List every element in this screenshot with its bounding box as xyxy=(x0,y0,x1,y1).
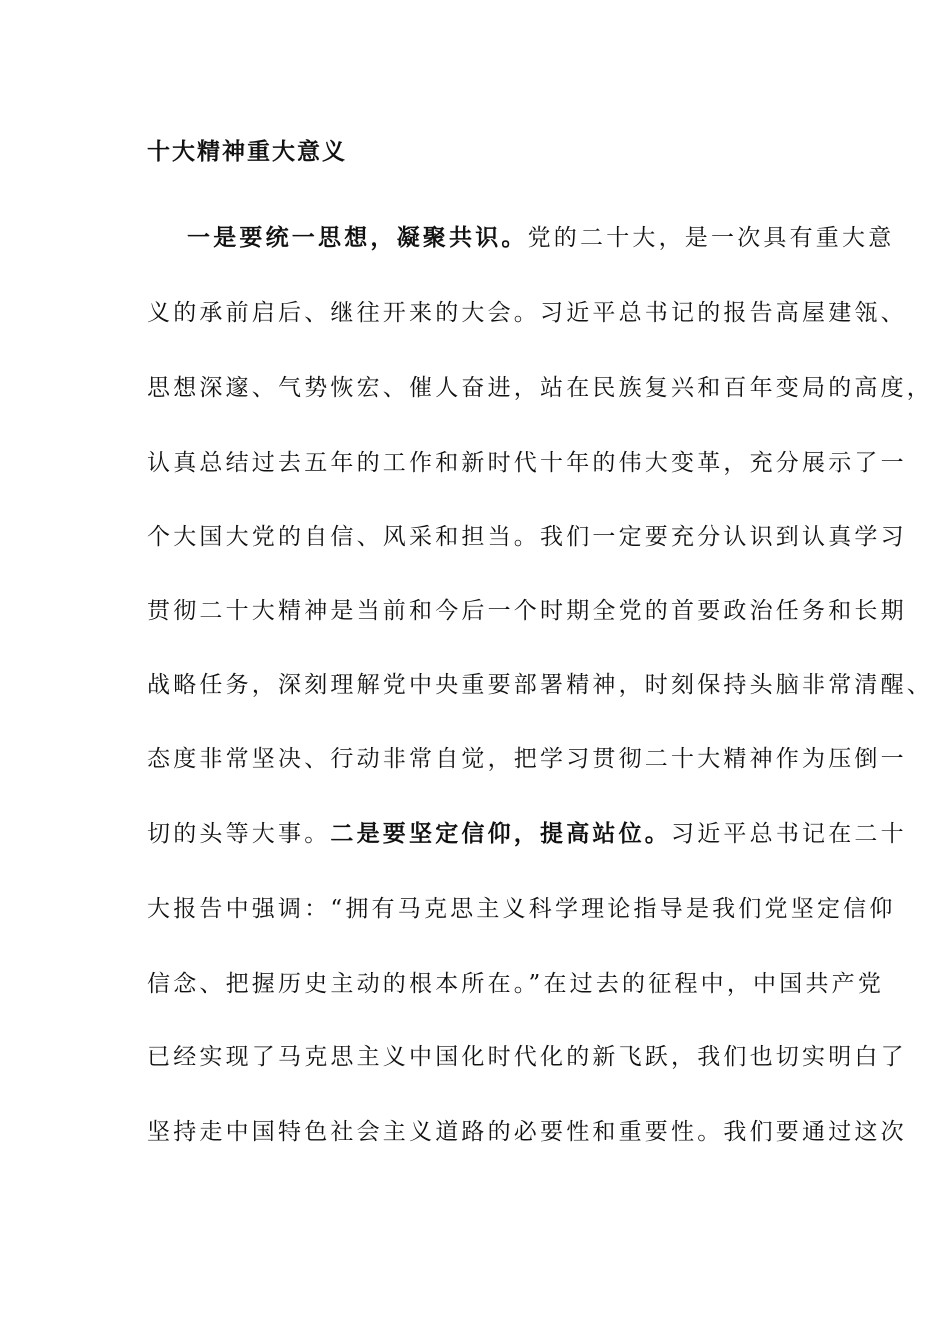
paragraph-line xyxy=(147,522,907,552)
line-text: 信念、把握历史主动的根本所在。”在过去的征程中，中国共产党 xyxy=(147,971,885,997)
line-text: 大报告中强调：“拥有马克思主义科学理论指导是我们党坚定信仰 xyxy=(147,896,896,922)
bold-heading-point-one: 一是要统一思想，凝聚共识。 xyxy=(187,224,528,251)
paragraph-line xyxy=(147,969,884,999)
bold-heading-point-two: 二是要坚定信仰，提高站位。 xyxy=(330,820,672,847)
line-text: 习近平总书记在二十 xyxy=(671,821,907,847)
line-text: 战略任务，深刻理解党中央重要部署精神，时刻保持头脑非常清醒、 xyxy=(147,672,933,698)
paragraph-line xyxy=(147,448,907,478)
paragraph-line xyxy=(147,298,907,328)
paragraph-line xyxy=(147,596,907,626)
paragraph-line xyxy=(147,894,896,924)
line-text: 切的头等大事。 xyxy=(147,821,331,847)
line-text: 已经实现了马克思主义中国化时代化的新飞跃，我们也切实明白了 xyxy=(147,1044,907,1070)
paragraph-line xyxy=(147,744,907,774)
line-text: 义的承前启后、继往开来的大会。习近平总书记的报告高屋建瓴、 xyxy=(147,300,907,326)
paragraph-line xyxy=(147,1042,907,1072)
paragraph-line xyxy=(187,223,894,253)
paragraph-line xyxy=(147,670,933,700)
paragraph-line xyxy=(147,1117,907,1147)
line-text: 贯彻二十大精神是当前和今后一个时期全党的首要政治任务和长期 xyxy=(147,598,907,624)
line-text: 个大国大党的自信、风采和担当。我们一定要充分认识到认真学习 xyxy=(147,524,907,550)
line-text: 党的二十大，是一次具有重大意 xyxy=(527,225,895,251)
document-title: 十大精神重大意义 xyxy=(147,138,347,165)
line-text: 坚持走中国特色社会主义道路的必要性和重要性。我们要通过这次 xyxy=(147,1119,907,1145)
line-text: 思想深邃、气势恢宏、催人奋进，站在民族复兴和百年变局的高度， xyxy=(147,375,933,401)
line-text: 认真总结过去五年的工作和新时代十年的伟大变革，充分展示了一 xyxy=(147,450,907,476)
paragraph-line xyxy=(147,819,907,849)
paragraph-line xyxy=(147,373,933,403)
line-text: 态度非常坚决、行动非常自觉，把学习贯彻二十大精神作为压倒一 xyxy=(147,746,907,772)
